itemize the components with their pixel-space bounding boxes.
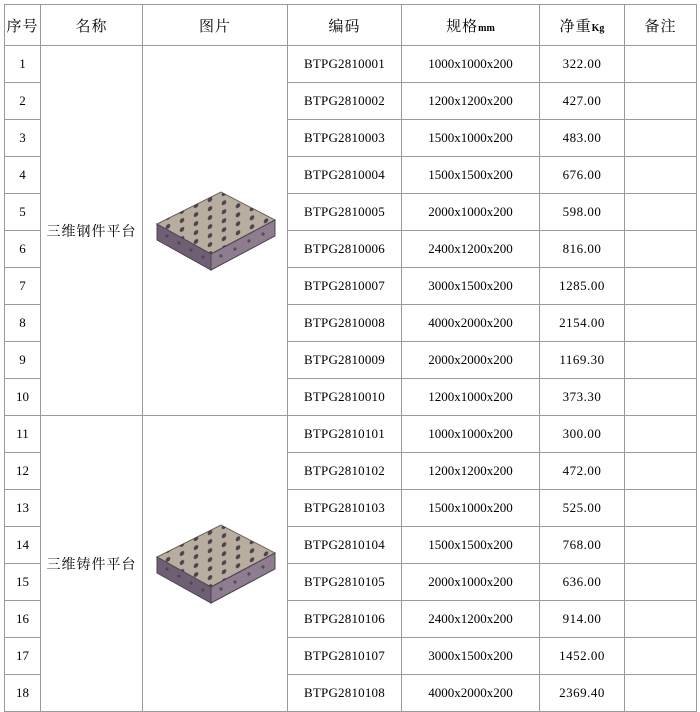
row-note [625,305,697,342]
row-spec: 1200x1200x200 [402,83,540,120]
row-spec: 1500x1000x200 [402,490,540,527]
row-spec: 4000x2000x200 [402,675,540,712]
row-code: BTPG2810003 [288,120,402,157]
row-code: BTPG2810101 [288,416,402,453]
row-note [625,527,697,564]
row-spec: 2000x2000x200 [402,342,540,379]
header-spec-label: 规格 [446,18,479,35]
row-spec: 1000x1000x200 [402,416,540,453]
header-weight-unit: Kg [591,22,605,34]
table-body [5,46,697,712]
group-name-steel: 三维钢件平台 [41,46,143,416]
row-spec: 3000x1500x200 [402,268,540,305]
row-weight: 483.00 [540,120,625,157]
row-note [625,453,697,490]
spec-sheet [0,4,700,700]
row-index: 1 [5,46,41,83]
header-row [5,5,697,46]
row-spec: 2400x1200x200 [402,231,540,268]
platform-illustration [149,176,281,286]
row-note [625,416,697,453]
row-note [625,675,697,712]
cast-iron-platform-photo [143,416,288,712]
row-weight: 816.00 [540,231,625,268]
row-code: BTPG2810102 [288,453,402,490]
header-picture: 图片 [143,5,288,46]
row-weight: 427.00 [540,83,625,120]
row-index: 2 [5,83,41,120]
row-spec: 2000x1000x200 [402,564,540,601]
row-spec: 1200x1200x200 [402,453,540,490]
row-code: BTPG2810010 [288,379,402,416]
row-spec: 1500x1500x200 [402,157,540,194]
row-index: 7 [5,268,41,305]
row-code: BTPG2810002 [288,83,402,120]
row-spec: 1500x1000x200 [402,120,540,157]
row-index: 18 [5,675,41,712]
row-code: BTPG2810008 [288,305,402,342]
row-code: BTPG2810001 [288,46,402,83]
header-note: 备注 [625,5,697,46]
specification-table [4,4,697,712]
row-index: 8 [5,305,41,342]
row-note [625,490,697,527]
row-weight: 1452.00 [540,638,625,675]
row-code: BTPG2810106 [288,601,402,638]
row-note [625,120,697,157]
row-note [625,194,697,231]
row-spec: 3000x1500x200 [402,638,540,675]
plate-image-wrap [143,416,287,711]
row-code: BTPG2810108 [288,675,402,712]
row-note [625,638,697,675]
row-weight: 373.30 [540,379,625,416]
row-spec: 1200x1000x200 [402,379,540,416]
row-index: 4 [5,157,41,194]
row-code: BTPG2810107 [288,638,402,675]
header-weight [540,5,625,46]
row-weight: 1285.00 [540,268,625,305]
row-weight: 914.00 [540,601,625,638]
row-code: BTPG2810103 [288,490,402,527]
row-index: 15 [5,564,41,601]
row-weight: 322.00 [540,46,625,83]
header-code: 编码 [288,5,402,46]
row-code: BTPG2810006 [288,231,402,268]
row-code: BTPG2810007 [288,268,402,305]
row-index: 9 [5,342,41,379]
row-note [625,379,697,416]
row-weight: 636.00 [540,564,625,601]
row-code: BTPG2810005 [288,194,402,231]
row-weight: 2154.00 [540,305,625,342]
row-weight: 2369.40 [540,675,625,712]
row-note [625,83,697,120]
row-note [625,564,697,601]
row-spec: 4000x2000x200 [402,305,540,342]
row-weight: 525.00 [540,490,625,527]
row-code: BTPG2810104 [288,527,402,564]
group-name-cast: 三维铸件平台 [41,416,143,712]
platform-illustration [149,509,281,619]
header-weight-label: 净重 [559,18,592,35]
row-note [625,601,697,638]
row-index: 16 [5,601,41,638]
row-index: 17 [5,638,41,675]
row-spec: 2000x1000x200 [402,194,540,231]
row-index: 5 [5,194,41,231]
row-weight: 1169.30 [540,342,625,379]
row-note [625,342,697,379]
header-spec [402,5,540,46]
header-index: 序号 [5,5,41,46]
row-weight: 300.00 [540,416,625,453]
row-code: BTPG2810105 [288,564,402,601]
row-note [625,268,697,305]
row-spec: 1000x1000x200 [402,46,540,83]
row-index: 13 [5,490,41,527]
row-weight: 472.00 [540,453,625,490]
row-note [625,231,697,268]
row-index: 11 [5,416,41,453]
table-header [5,5,697,46]
row-index: 10 [5,379,41,416]
row-note [625,46,697,83]
row-code: BTPG2810009 [288,342,402,379]
row-note [625,157,697,194]
row-spec: 1500x1500x200 [402,527,540,564]
row-index: 6 [5,231,41,268]
table-row [5,46,697,83]
row-index: 3 [5,120,41,157]
table-row [5,416,697,453]
row-code: BTPG2810004 [288,157,402,194]
row-weight: 676.00 [540,157,625,194]
row-weight: 598.00 [540,194,625,231]
row-weight: 768.00 [540,527,625,564]
steel-platform-photo [143,46,288,416]
row-index: 14 [5,527,41,564]
row-spec: 2400x1200x200 [402,601,540,638]
header-name: 名称 [41,5,143,46]
row-index: 12 [5,453,41,490]
header-spec-unit: mm [478,22,495,34]
plate-image-wrap [143,46,287,415]
